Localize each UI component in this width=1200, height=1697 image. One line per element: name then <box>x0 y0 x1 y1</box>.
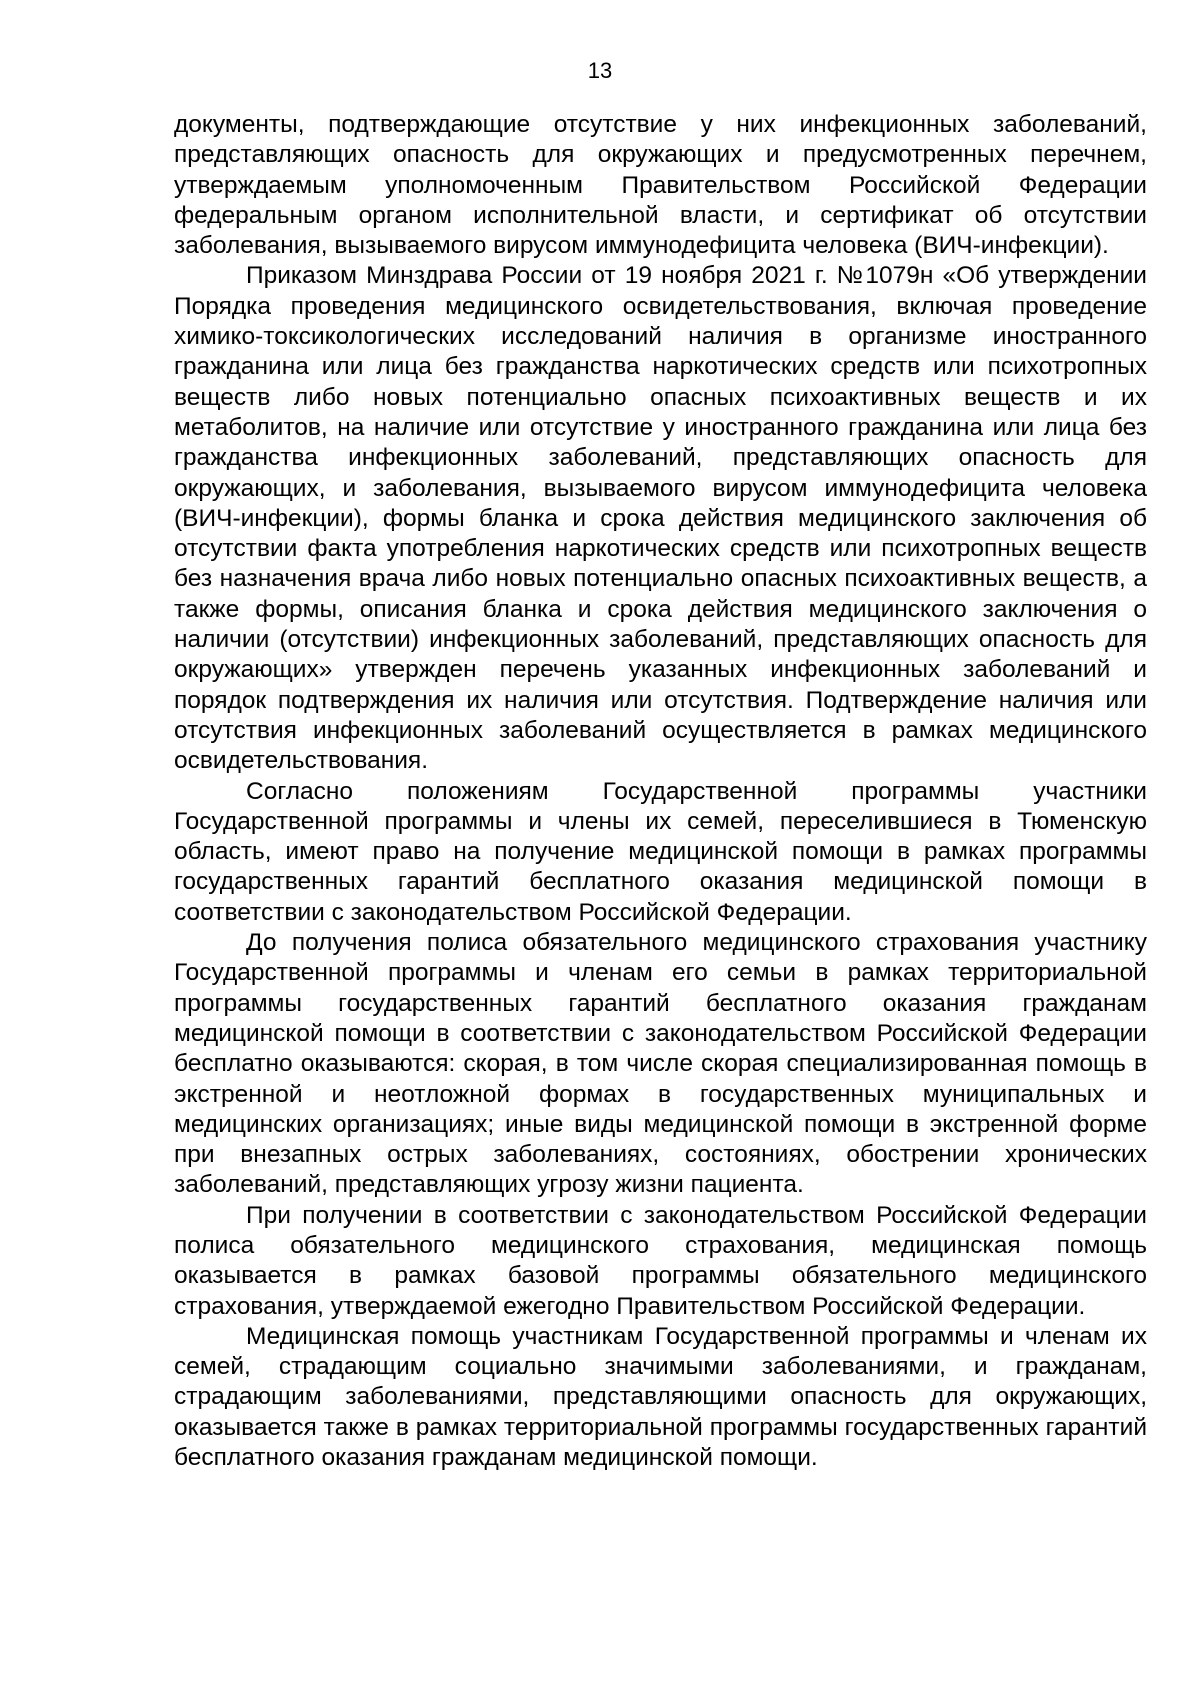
document-body <box>174 110 1147 1473</box>
paragraph-order-1079n: Приказом Минздрава России от 19 ноября 2021 г. №1079н «Об утверждении Порядка проведения медицинского освидетельствования, включая проведение химико-токсикологических исследований наличия в организме иностранного гражданина или лица без гражданства наркотических средств или психотропных веществ либо новых потенциально опасных психоактивных веществ и их метаболитов, на наличие или отсутствие у иностранного гражданина или лица без гражданства инфекционных заболеваний, представляющих опасность для окружающих, и заболевания, вызываемого вирусом иммунодефицита человека (ВИЧ-инфекции), формы бланка и срока действия медицинского заключения об отсутствии факта употребления наркотических средств или психотропных веществ без назначения врача либо новых потенциально опасных психоактивных веществ, а также формы, описания бланка и срока действия медицинского заключения о наличии (отсутствии) инфекционных заболеваний, представляющих опасность для окружающих» утвержден перечень указанных инфекционных заболеваний и порядок подтверждения их наличия или отсутствия. Подтверждение наличия или отсутствия инфекционных заболеваний осуществляется в рамках медицинского освидетельствования. <box>174 262 1147 775</box>
paragraph-after-policy: При получении в соответствии с законодательством Российской Федерации полиса обязательного медицинского страхования, медицинская помощь оказывается в рамках базовой программы обязательного медицинского страхования, утверждаемой ежегодно Правительством Российской Федерации. <box>174 1201 1147 1320</box>
paragraph-continuation: документы, подтверждающие отсутствие у них инфекционных заболеваний, представляющих опасность для окружающих и предусмотренных перечнем, утверждаемым уполномоченным Правительством Российской Федерации федеральным органом исполнительной власти, и сертификат об отсутствии заболевания, вызываемого вирусом иммунодефицита человека (ВИЧ-инфекции). <box>174 111 1147 260</box>
page-number: 13 <box>587 58 613 83</box>
paragraph-before-policy: До получения полиса обязательного медицинского страхования участнику Государственной программы и членам его семьи в рамках территориальной программы государственных гарантий бесплатного оказания гражданам медицинской помощи в соответствии с законодательством Российской Федерации бесплатно оказываются: скорая, в том числе скорая специализированная помощь в экстренной и неотложной формах в государственных муниципальных и медицинских организациях; иные виды медицинской помощи в экстренной форме при внезапных острых заболеваниях, состояниях, обострении хронических заболеваний, представляющих угрозу жизни пациента. <box>174 929 1147 1199</box>
paragraph-program-rights: Согласно положениям Государственной программы участники Государственной программы и члены их семей, переселившиеся в Тюменскую область, имеют право на получение медицинской помощи в рамках программы государственных гарантий бесплатного оказания медицинской помощи в соответствии с законодательством Российской Федерации. <box>174 777 1147 926</box>
paragraph-socially-significant: Медицинская помощь участникам Государственной программы и членам их семей, страдающим социально значимыми заболеваниями, и гражданам, страдающим заболеваниями, представляющими опасность для окружающих, оказывается также в рамках территориальной программы государственных гарантий бесплатного оказания гражданам медицинской помощи. <box>174 1322 1147 1472</box>
